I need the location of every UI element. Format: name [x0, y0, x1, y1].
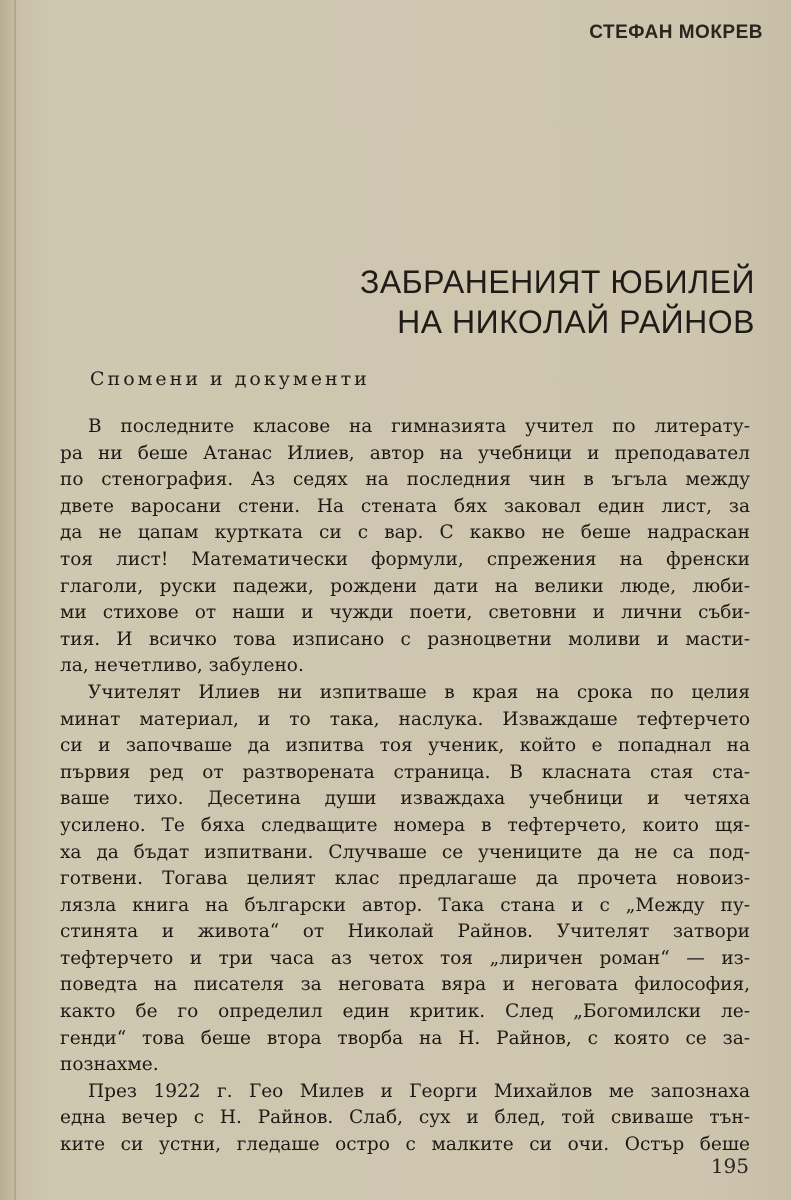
text-line: лязла книга на български автор. Така стана и с „Между пу- — [60, 894, 750, 916]
text-line: усилено. Те бяха следващите номера в тефтерчето, които щя- — [60, 814, 750, 836]
article-title — [360, 262, 755, 342]
text-line: ваше тихо. Десетина души изваждаха учебници и четяха — [60, 788, 750, 810]
text-line: поведта на писателя за неговата вяра и неговата философия, — [60, 974, 750, 996]
text-line: минат материал, и то така, наслука. Изваждаше тефтерчето — [60, 708, 750, 730]
text-line: тия. И всичко това изписано с разноцветни моливи и масти- — [60, 628, 750, 650]
text-line: си и започваше да изпитва тоя ученик, който е попаднал на — [60, 735, 750, 757]
text-line: глаголи, руски падежи, рождени дати на велики люде, люби- — [60, 575, 750, 597]
text-line: ха да бъдат изпитвани. Случваше се учениците да не са под- — [60, 841, 750, 863]
text-line: познахме. — [60, 1054, 159, 1076]
text-line: първия ред от разтворената страница. В класната стая ста- — [60, 761, 750, 783]
text-line: една вечер с Н. Райнов. Слаб, сух и блед, той свиваше тън- — [60, 1107, 750, 1129]
page-number: 195 — [710, 1154, 749, 1178]
text-line: готвени. Тогава целият клас предлагаше да прочета новоиз- — [60, 868, 750, 890]
text-line: да не цапам куртката си с вар. С какво не беше надраскан — [60, 522, 750, 544]
text-line: стинята и живота“ от Николай Райнов. Учителят затвори — [60, 921, 750, 943]
text-line: по стенография. Аз седях на последния чин в ъгъла между — [60, 469, 750, 491]
article-subtitle: Спомени и документи — [90, 368, 370, 390]
paragraph-3 — [60, 1079, 750, 1159]
text-line: както бе го определил един критик. След „Богомилски ле- — [60, 1001, 750, 1023]
running-head-author: СТЕФАН МОКРЕВ — [589, 22, 763, 43]
text-line: генди“ това беше втора творба на Н. Райнов, с която се за- — [60, 1027, 750, 1049]
article-body — [60, 414, 750, 1159]
text-line: ките си устни, гледаше остро с малките си очи. Остър беше — [60, 1134, 750, 1156]
text-line: ра ни беше Атанас Илиев, автор на учебници и преподавател — [60, 442, 750, 464]
text-line: През 1922 г. Гео Милев и Георги Михайлов ме запознаха — [88, 1080, 750, 1102]
text-line: ми стихове от наши и чужди поети, световни и лични съби- — [60, 602, 750, 624]
paragraph-2 — [60, 680, 750, 1079]
text-line: тефтерчето и три часа аз четох тоя „лиричен роман“ — из- — [60, 947, 750, 969]
paragraph-1 — [60, 414, 750, 680]
text-line: ла, нечетливо, забулено. — [60, 655, 304, 677]
text-line: тоя лист! Математически формули, спрежения на френски — [60, 548, 750, 570]
page-gutter — [14, 0, 16, 1200]
text-line: двете варосани стени. На стената бях заковал един лист, за — [60, 495, 750, 517]
article-title-line-1: ЗАБРАНЕНИЯТ ЮБИЛЕЙ — [360, 264, 755, 300]
text-line: В последните класове на гимназията учител по литерату- — [88, 416, 750, 437]
article-title-line-2: НА НИКОЛАЙ РАЙНОВ — [397, 304, 755, 340]
text-line: Учителят Илиев ни изпитваше в края на срока по целия — [88, 681, 750, 703]
